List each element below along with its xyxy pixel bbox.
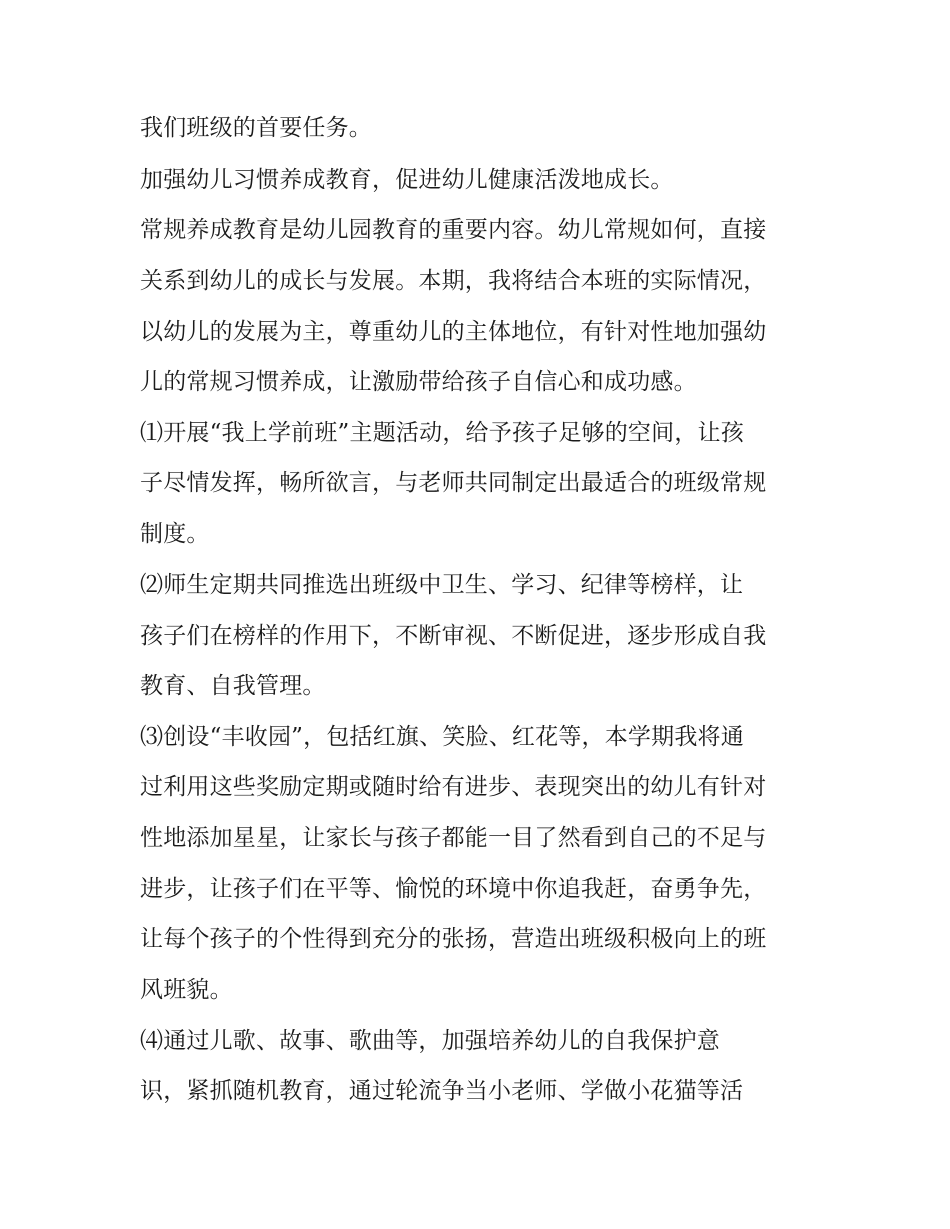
text-line: 常规养成教育是幼儿园教育的重要内容。幼儿常规如何，直接 bbox=[140, 217, 767, 243]
text-line: ⑶创设“丰收园”，包括红旗、笑脸、红花等，本学期我将通 bbox=[140, 724, 744, 750]
text-line: 进步，让孩子们在平等、愉悦的环境中你追我赶，奋勇争先， bbox=[140, 876, 767, 902]
text-line: 制度。 bbox=[140, 521, 210, 547]
text-line: 识，紧抓随机教育，通过轮流争当小老师、学做小花猫等活 bbox=[140, 1078, 744, 1104]
text-line: 儿的常规习惯养成，让激励带给孩子自信心和成功感。 bbox=[140, 369, 697, 395]
text-line: 性地添加星星，让家长与孩子都能一目了然看到自己的不足与 bbox=[140, 825, 767, 851]
text-line: 加强幼儿习惯养成教育，促进幼儿健康活泼地成长。 bbox=[140, 167, 674, 193]
text-line: 风班貌。 bbox=[140, 977, 233, 1003]
text-line: 关系到幼儿的成长与发展。本期，我将结合本班的实际情况， bbox=[140, 268, 767, 294]
text-line: 我们班级的首要任务。 bbox=[140, 115, 372, 141]
text-line: ⑷通过儿歌、故事、歌曲等，加强培养幼儿的自我保护意 bbox=[140, 1028, 720, 1054]
text-line: 以幼儿的发展为主，尊重幼儿的主体地位，有针对性地加强幼 bbox=[140, 319, 767, 345]
text-line: ⑴开展“我上学前班”主题活动，给予孩子足够的空间，让孩 bbox=[140, 420, 744, 446]
text-line: 让每个孩子的个性得到充分的张扬，营造出班级积极向上的班 bbox=[140, 926, 767, 952]
text-line: ⑵师生定期共同推选出班级中卫生、学习、纪律等榜样，让 bbox=[140, 572, 744, 598]
text-line: 孩子们在榜样的作用下，不断审视、不断促进，逐步形成自我 bbox=[140, 623, 767, 649]
text-line: 过利用这些奖励定期或随时给有进步、表现突出的幼儿有针对 bbox=[140, 774, 767, 800]
text-line: 子尽情发挥，畅所欲言，与老师共同制定出最适合的班级常规 bbox=[140, 470, 767, 496]
text-line: 教育、自我管理。 bbox=[140, 673, 326, 699]
